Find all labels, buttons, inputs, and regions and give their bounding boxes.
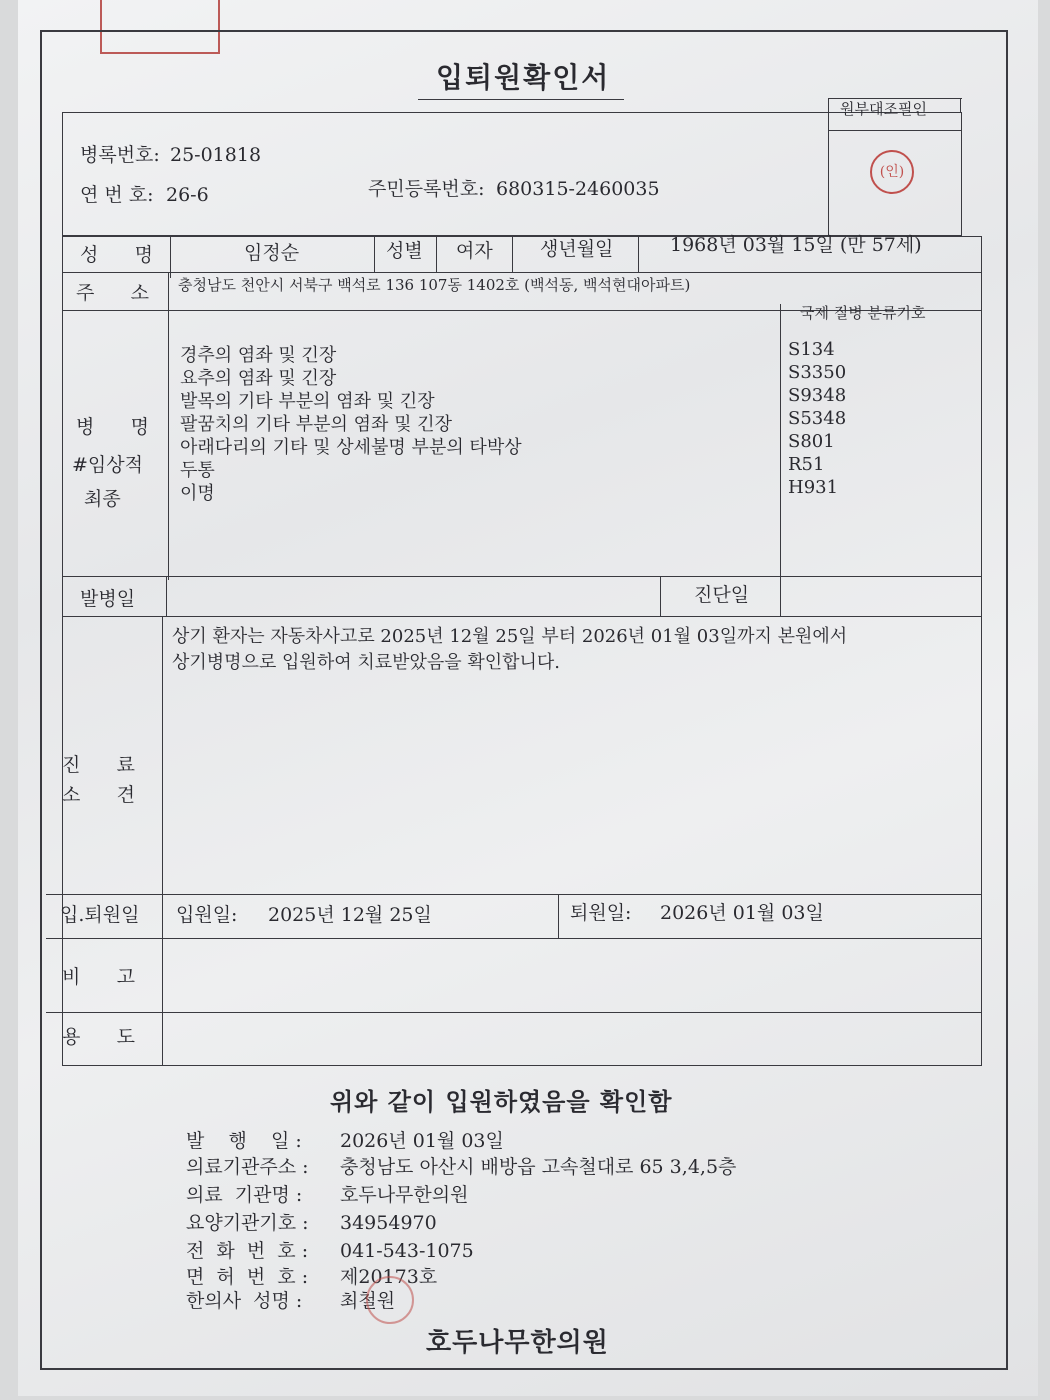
opinion-label-1: 진 료: [62, 754, 135, 776]
patient-name: 임정순: [244, 242, 300, 264]
clinic-name-footer: 호두나무한의원: [426, 1328, 609, 1358]
diagnosis-item: 요추의 염좌 및 긴장: [180, 368, 337, 389]
facility-code-label: 요양기관기호 :: [186, 1212, 309, 1234]
doctor-name-label: 한의사 성명 :: [186, 1290, 303, 1312]
disease-type-label: #임상적: [72, 454, 143, 476]
icd-code: S5348: [788, 408, 847, 429]
stay-label: 입.퇴원일: [60, 904, 140, 926]
diagnosis-list: [180, 344, 522, 505]
doctor-name: 최철원: [340, 1290, 396, 1312]
record-no-label: 병록번호:: [80, 144, 160, 166]
icd-header: 국제 질병 분류기호: [800, 304, 926, 322]
remarks-label: 비 고: [62, 966, 135, 988]
record-no: 25-01818: [170, 144, 262, 166]
confirmation-statement: 위와 같이 입원하였음을 확인함: [330, 1087, 673, 1116]
facility-code: 34954970: [340, 1212, 437, 1234]
opinion-line-2: 상기병명으로 입원하여 치료받았음을 확인합니다.: [172, 652, 561, 673]
license-label: 면 허 번 호 :: [186, 1266, 309, 1288]
rrn: 680315-2460035: [496, 178, 660, 200]
verification-seal: (인): [870, 150, 914, 194]
diagnosis-date-label: 진단일: [694, 584, 750, 606]
seal-label: 인: [885, 164, 899, 180]
serial-no-label: 연 번 호:: [80, 184, 154, 206]
clinic-address: 충청남도 아산시 배방읍 고속철대로 65 3,4,5층: [340, 1156, 737, 1178]
issue-date-label: 발 행 일 :: [186, 1130, 302, 1152]
document-title: 입퇴원확인서: [436, 61, 611, 94]
dob-label: 생년월일: [540, 238, 614, 260]
discharge-date: 2026년 01월 03일: [660, 902, 824, 924]
dob-value: 1968년 03월 15일 (만 57세): [670, 234, 922, 256]
title-underline: [418, 99, 624, 100]
sex-value: 여자: [456, 240, 493, 262]
document-page: [18, 0, 1038, 1396]
license-number: 제20173호: [340, 1266, 438, 1288]
doctor-seal: [366, 1276, 414, 1324]
diagnosis-item: 경추의 염좌 및 긴장: [180, 345, 337, 366]
clinic-name-label: 의료 기관명 :: [186, 1184, 303, 1206]
stamp-box-label: 원부대조필인: [840, 100, 927, 118]
diagnosis-item: 이명: [180, 483, 215, 504]
diagnosis-item: 발목의 기타 부분의 염좌 및 긴장: [180, 391, 435, 412]
discharge-label: 퇴원일:: [570, 902, 632, 924]
phone-number: 041-543-1075: [340, 1240, 474, 1262]
onset-label: 발병일: [80, 588, 136, 610]
diagnosis-item: 두통: [180, 460, 215, 481]
clinic-name-value: 호두나무한의원: [340, 1184, 469, 1206]
address-label: 주 소: [76, 282, 149, 304]
opinion-line-1: 상기 환자는 자동차사고로 2025년 12월 25일 부터 2026년 01월 03일까지 본원에서: [172, 626, 848, 647]
opinion-label-2: 소 견: [62, 784, 135, 806]
clinic-address-label: 의료기관주소 :: [186, 1156, 309, 1178]
serial-no: 26-6: [166, 184, 209, 206]
icd-code: R51: [788, 454, 825, 475]
disease-label: 병 명: [76, 416, 149, 438]
sex-label: 성별: [386, 240, 423, 262]
admit-label: 입원일:: [176, 904, 238, 926]
icd-code: S801: [788, 431, 835, 452]
admit-date: 2025년 12월 25일: [268, 904, 432, 926]
diagnosis-item: 아래다리의 기타 및 상세불명 부분의 타박상: [180, 437, 522, 458]
icd-code: S3350: [788, 362, 847, 383]
address-value: 충청남도 천안시 서북구 백석로 136 107동 1402호 (백석동, 백석현대아파트): [178, 276, 691, 294]
phone-label: 전 화 번 호 :: [186, 1240, 309, 1262]
issue-date: 2026년 01월 03일: [340, 1130, 504, 1152]
diagnosis-item: 팔꿈치의 기타 부분의 염좌 및 긴장: [180, 414, 453, 435]
disease-final-label: 최종: [84, 488, 121, 510]
icd-code-list: [788, 338, 846, 499]
header-box: [62, 112, 962, 236]
rrn-label: 주민등록번호:: [368, 178, 485, 200]
icd-code: S9348: [788, 385, 847, 406]
name-label: 성 명: [80, 244, 153, 266]
purpose-label: 용 도: [62, 1026, 135, 1048]
icd-code: H931: [788, 477, 839, 498]
icd-code: S134: [788, 339, 835, 360]
